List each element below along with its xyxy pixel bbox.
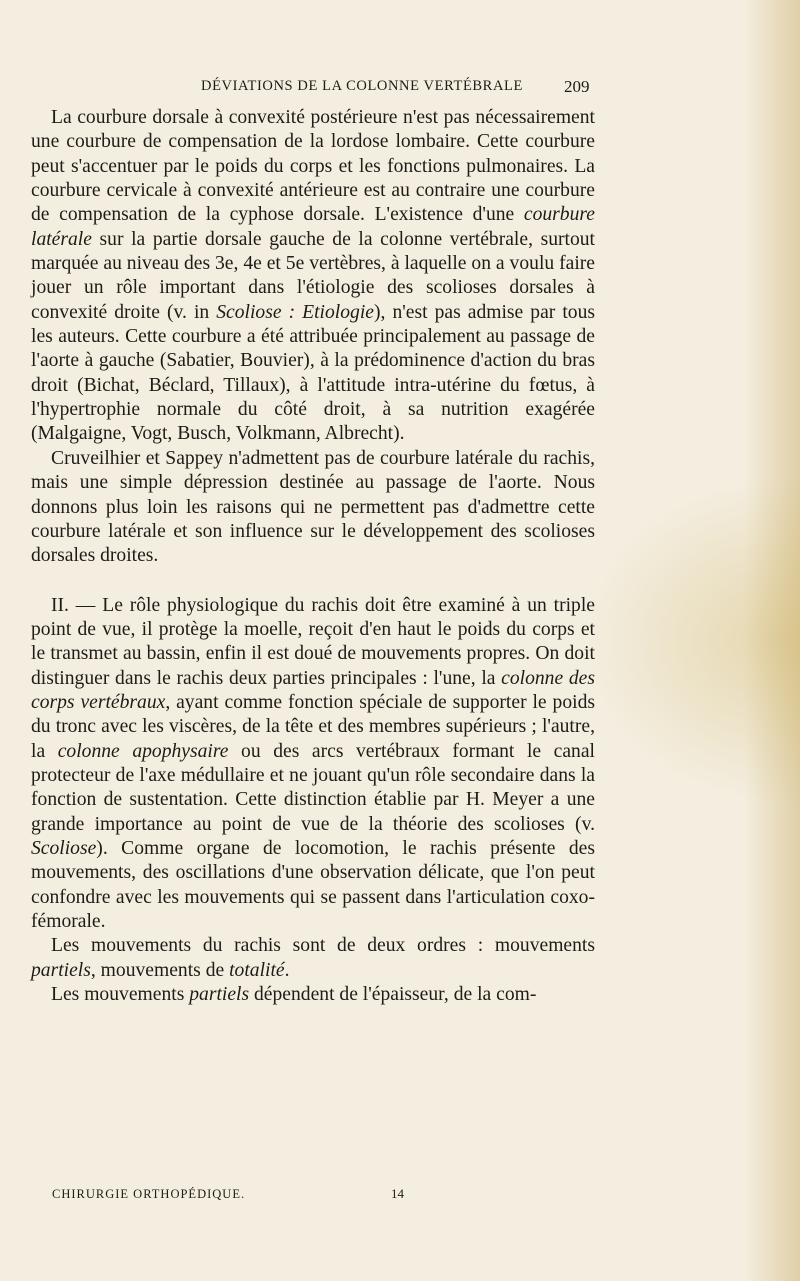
text-run: dépendent de l'épaisseur, de la com- [249, 984, 537, 1006]
signature-footer [0, 1187, 800, 1205]
text-run: Les mouvements du rachis sont de deux ordres : mouvements [51, 935, 595, 957]
text-run: Cruveilhier et Sappey n'admettent pas de courbure latérale du rachis, mais une simple dépression destinée au passage de l'aorte. Nous donnons plus loin les raisons qui ne permettent pas d'admettre cette courbure latérale et son influence sur le développement des scolioses dorsales droites. [31, 447, 595, 567]
italic-run: partiels [189, 984, 250, 1006]
italic-run: colonne des corps vertébraux [31, 667, 595, 713]
paragraph [31, 594, 595, 935]
paragraph [31, 983, 595, 1007]
signature-mark: 14 [391, 1186, 404, 1201]
paragraph [31, 106, 595, 447]
text-run: II. — Le rôle physiologique du rachis doit être examiné à un triple point de vue, il protège la moelle, reçoit d'en haut le poids du corps et le transmet au bassin, enfin il est doué de mouvements propres. On doit distinguer dans le rachis deux parties principales : l'une, la [31, 594, 595, 689]
italic-run: totalité [229, 959, 285, 981]
body-text [31, 106, 595, 1007]
text-run: ). Comme organe de locomotion, le rachis présente des mouvements, des oscillations d'une observation délicate, que l'on peut confondre avec les mouvements qui se passent dans l'articulation coxo-fémorale. [31, 837, 595, 932]
text-run: ), n'est pas admise par tous les auteurs. Cette courbure a été attribuée principalement au passage de l'aorte à gauche (Sabatier, Bouvier), à la prédominence d'action du bras droit (Bichat, Béclard, Tillaux), à l'attitude intra-utérine du fœtus, à l'hypertrophie normale du côté droit, à sa nutrition exagérée (Malgaigne, Vogt, Busch, Volkmann, Albrecht). [31, 301, 596, 445]
text-run: ou des arcs vertébraux formant le canal protecteur de l'axe médullaire et ne jouant qu'un rôle secondaire dans la fonction de sustentation. Cette distinction établie par H. Meyer a une grande importance au point de vue de la théorie des scolioses (v. [31, 740, 595, 835]
paragraph [31, 934, 595, 983]
italic-run: courbure latérale [31, 204, 595, 250]
paragraph [31, 447, 595, 569]
running-title: DÉVIATIONS DE LA COLONNE VERTÉBRALE [201, 78, 523, 94]
text-run: sur la partie dorsale gauche de la colonne vertébrale, surtout marquée au niveau des 3e, 4e et 5e vertèbres, à laquelle on a voulu faire jouer un rôle important dans l'étiologie des scolioses dorsales à convexité droite (v. in [31, 228, 595, 323]
italic-run: Scoliose : Etiologie [216, 301, 374, 323]
text-run: , mouvements de [90, 959, 230, 981]
text-run: , ayant comme fonction spéciale de supporter le poids du tronc avec les viscères, de la tête et des membres supérieurs ; l'autre, la [31, 691, 595, 762]
text-run: La courbure dorsale à convexité postérieure n'est pas nécessairement une courbure de compensation de la lordose lombaire. Cette courbure peut s'accentuer par le poids du corps et les fonctions pulmonaires. La courbure cervicale à convexité antérieure est au contraire une courbure de compensation de la cyphose dorsale. L'existence d'une [31, 107, 595, 226]
text-run: . [284, 959, 290, 981]
text-run: Les mouvements [51, 984, 190, 1006]
signature-title: CHIRURGIE ORTHOPÉDIQUE. [52, 1187, 246, 1201]
running-head [0, 78, 800, 100]
italic-run: partiels [31, 959, 91, 981]
italic-run: colonne apophysaire [57, 740, 229, 762]
page-number: 209 [564, 77, 590, 96]
italic-run: Scoliose [31, 837, 97, 859]
